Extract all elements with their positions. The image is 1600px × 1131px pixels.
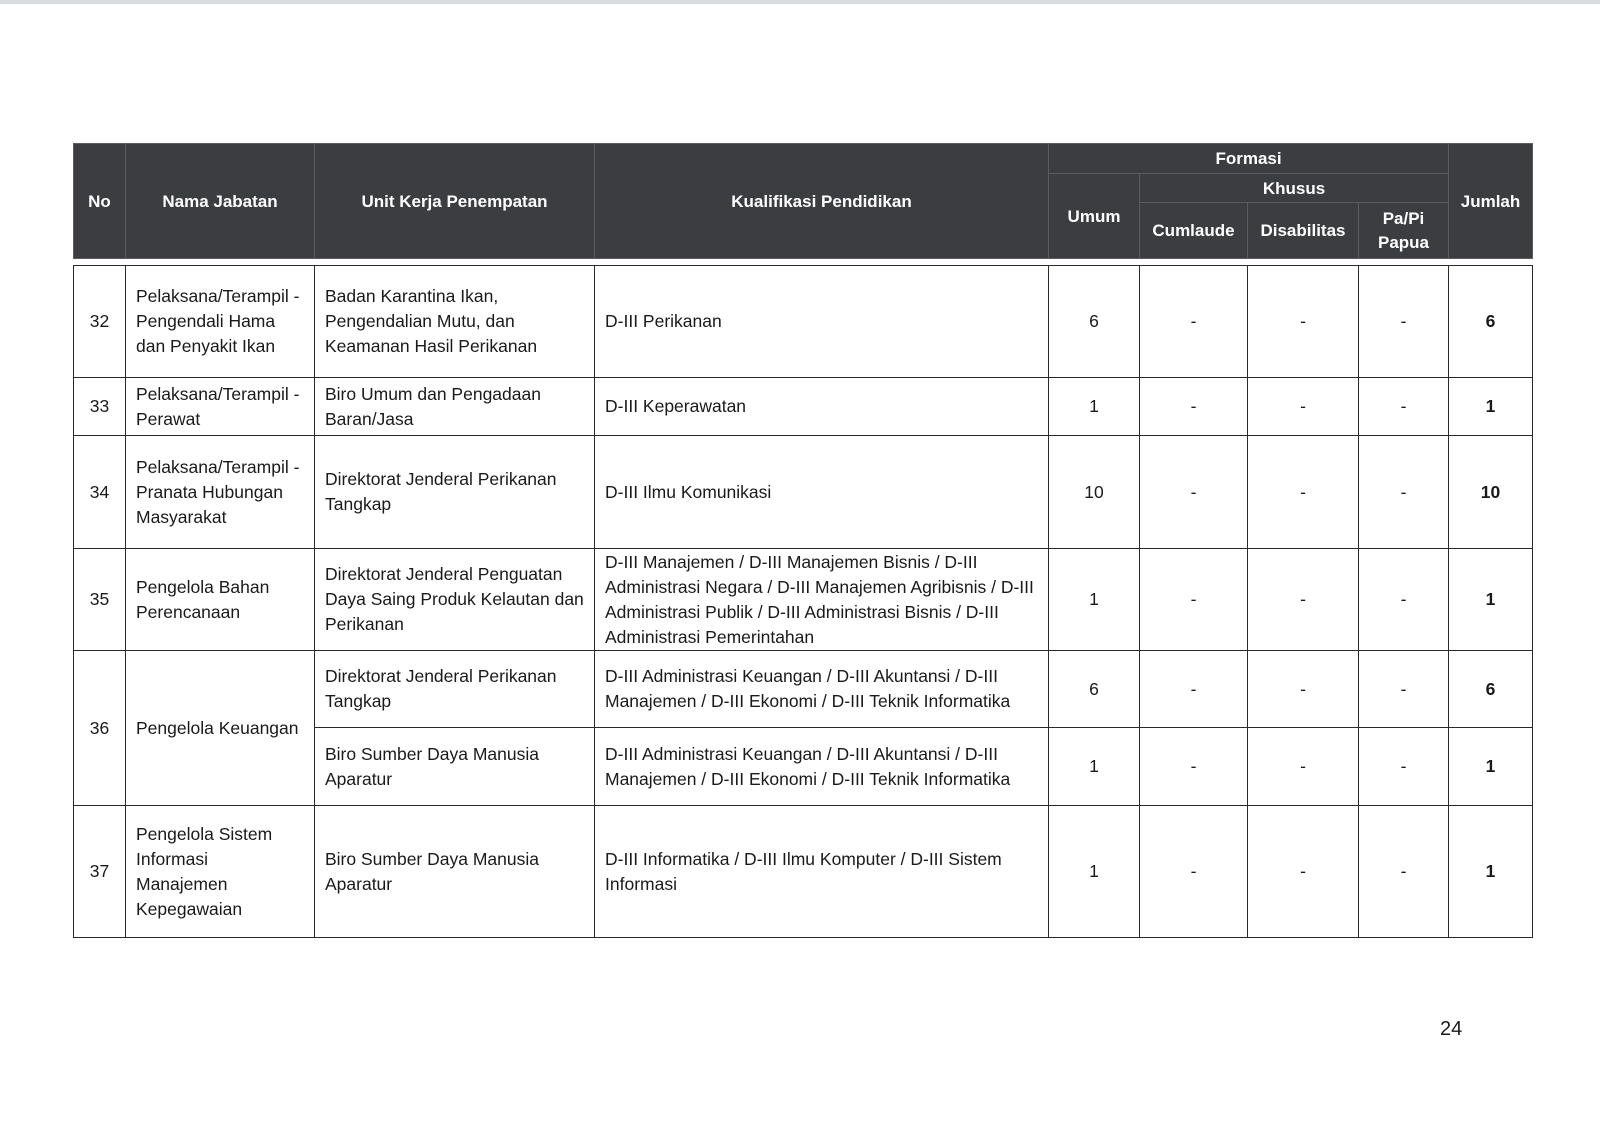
cell-cumlaude: -	[1140, 651, 1248, 728]
cell-cumlaude: -	[1140, 549, 1248, 651]
cell-no: 32	[74, 266, 126, 378]
header-papi-line2: Papua	[1377, 232, 1430, 252]
table-row	[74, 378, 1533, 436]
header-cumlaude: Cumlaude	[1140, 203, 1248, 259]
cell-umum: 6	[1049, 266, 1140, 378]
cell-unit-kerja: Biro Sumber Daya Manusia Aparatur	[315, 728, 595, 806]
cell-unit-kerja: Direktorat Jenderal Perikanan Tangkap	[315, 651, 595, 728]
cell-unit-kerja: Direktorat Jenderal Penguatan Daya Saing Produk Kelautan dan Perikanan	[315, 549, 595, 651]
cell-umum: 1	[1049, 549, 1140, 651]
cell-jumlah: 1	[1449, 728, 1533, 806]
cell-umum: 1	[1049, 806, 1140, 938]
cell-jumlah: 1	[1449, 549, 1533, 651]
cell-nama-jabatan: Pengelola Bahan Perencanaan	[126, 549, 315, 651]
cell-unit-kerja: Direktorat Jenderal Perikanan Tangkap	[315, 436, 595, 549]
cell-unit-kerja: Badan Karantina Ikan, Pengendalian Mutu, dan Keamanan Hasil Perikanan	[315, 266, 595, 378]
table-row	[74, 651, 1533, 728]
cell-kualifikasi: D-III Keperawatan	[595, 378, 1049, 436]
cell-papua: -	[1359, 728, 1449, 806]
header-formasi: Formasi	[1049, 144, 1449, 174]
cell-kualifikasi: D-III Administrasi Keuangan / D-III Akuntansi / D-III Manajemen / D-III Ekonomi / D-III Teknik Informatika	[595, 651, 1049, 728]
cell-papua: -	[1359, 806, 1449, 938]
cell-disabilitas: -	[1248, 806, 1359, 938]
cell-disabilitas: -	[1248, 266, 1359, 378]
table-row	[74, 806, 1533, 938]
header-gap-cell	[74, 259, 1533, 266]
cell-umum: 1	[1049, 728, 1140, 806]
cell-kualifikasi: D-III Manajemen / D-III Manajemen Bisnis / D-III Administrasi Negara / D-III Manajemen Agribisnis / D-III Administrasi Publik / D-III Administrasi Bisnis / D-III Administrasi Pemerintahan	[595, 549, 1049, 651]
cell-kualifikasi: D-III Ilmu Komunikasi	[595, 436, 1049, 549]
cell-nama-jabatan: Pelaksana/Terampil - Pranata Hubungan Masyarakat	[126, 436, 315, 549]
cell-no: 35	[74, 549, 126, 651]
cell-cumlaude: -	[1140, 436, 1248, 549]
cell-papua: -	[1359, 378, 1449, 436]
cell-cumlaude: -	[1140, 728, 1248, 806]
header-unit-kerja: Unit Kerja Penempatan	[315, 144, 595, 259]
cell-disabilitas: -	[1248, 651, 1359, 728]
header-no: No	[74, 144, 126, 259]
cell-umum: 1	[1049, 378, 1140, 436]
header-umum: Umum	[1049, 174, 1140, 259]
cell-umum: 6	[1049, 651, 1140, 728]
header-kualifikasi: Kualifikasi Pendidikan	[595, 144, 1049, 259]
cell-nama-jabatan: Pengelola Sistem Informasi Manajemen Kepegawaian	[126, 806, 315, 938]
cell-disabilitas: -	[1248, 436, 1359, 549]
cell-cumlaude: -	[1140, 378, 1248, 436]
header-papi-line1: Pa/Pi	[1382, 208, 1425, 228]
cell-no: 36	[74, 651, 126, 806]
header-jumlah: Jumlah	[1449, 144, 1533, 259]
table-row	[74, 266, 1533, 378]
cell-disabilitas: -	[1248, 728, 1359, 806]
header-papi-papua	[1359, 203, 1449, 259]
cell-kualifikasi: D-III Administrasi Keuangan / D-III Akuntansi / D-III Manajemen / D-III Ekonomi / D-III Teknik Informatika	[595, 728, 1049, 806]
cell-cumlaude: -	[1140, 266, 1248, 378]
header-nama-jabatan: Nama Jabatan	[126, 144, 315, 259]
table-header	[74, 144, 1533, 259]
header-gap-row	[74, 259, 1533, 266]
cell-papua: -	[1359, 266, 1449, 378]
formation-table	[73, 143, 1533, 938]
cell-nama-jabatan: Pelaksana/Terampil - Pengendali Hama dan Penyakit Ikan	[126, 266, 315, 378]
page-number: 24	[1440, 1018, 1463, 1040]
scan-top-edge	[0, 0, 1600, 4]
cell-unit-kerja: Biro Sumber Daya Manusia Aparatur	[315, 806, 595, 938]
cell-jumlah: 10	[1449, 436, 1533, 549]
cell-kualifikasi: D-III Informatika / D-III Ilmu Komputer / D-III Sistem Informasi	[595, 806, 1049, 938]
cell-papua: -	[1359, 436, 1449, 549]
cell-papua: -	[1359, 549, 1449, 651]
cell-nama-jabatan: Pelaksana/Terampil - Perawat	[126, 378, 315, 436]
cell-nama-jabatan: Pengelola Keuangan	[126, 651, 315, 806]
cell-disabilitas: -	[1248, 378, 1359, 436]
cell-jumlah: 6	[1449, 266, 1533, 378]
header-disabilitas: Disabilitas	[1248, 203, 1359, 259]
cell-no: 33	[74, 378, 126, 436]
cell-unit-kerja: Biro Umum dan Pengadaan Baran/Jasa	[315, 378, 595, 436]
header-khusus: Khusus	[1140, 174, 1449, 203]
cell-jumlah: 1	[1449, 806, 1533, 938]
cell-no: 34	[74, 436, 126, 549]
cell-jumlah: 1	[1449, 378, 1533, 436]
cell-kualifikasi: D-III Perikanan	[595, 266, 1049, 378]
cell-cumlaude: -	[1140, 806, 1248, 938]
cell-papua: -	[1359, 651, 1449, 728]
table-row	[74, 436, 1533, 549]
table-body	[74, 259, 1533, 938]
cell-umum: 10	[1049, 436, 1140, 549]
cell-no: 37	[74, 806, 126, 938]
table-row	[74, 549, 1533, 651]
cell-disabilitas: -	[1248, 549, 1359, 651]
cell-jumlah: 6	[1449, 651, 1533, 728]
